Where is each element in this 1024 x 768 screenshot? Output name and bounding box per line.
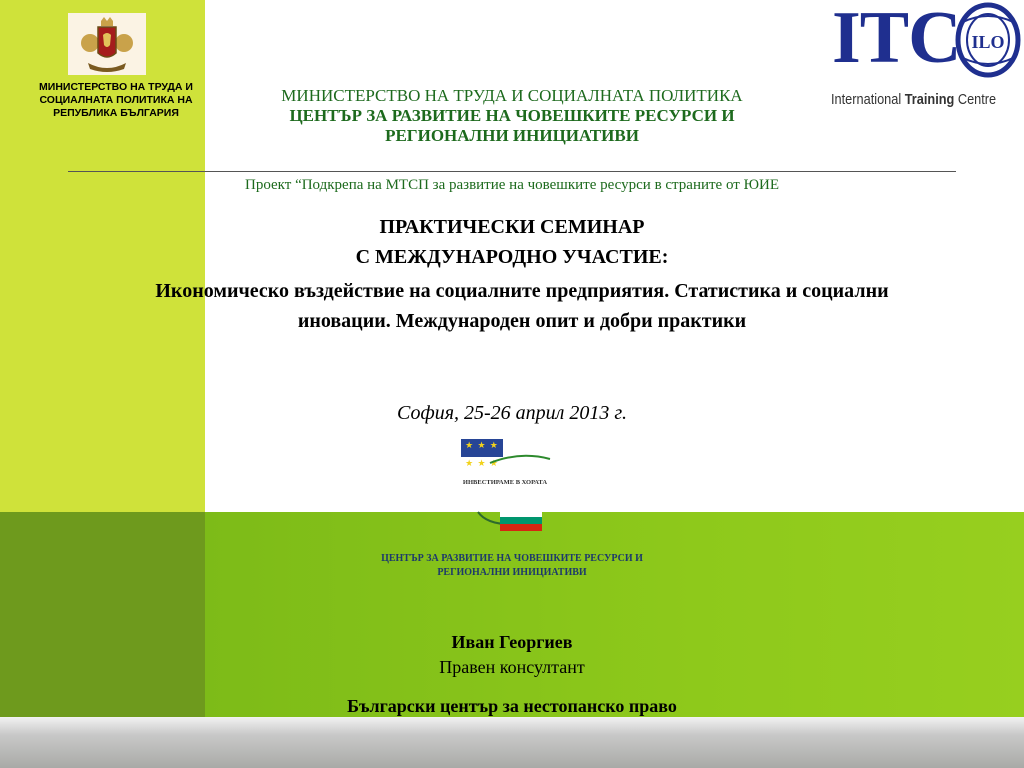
- left-color-band: [0, 0, 205, 512]
- swoosh-icon: [490, 452, 550, 464]
- seminar-topic: Икономическо въздействие на социалните предприятия. Статистика и социални иновации. Международен опит и добри практики: [155, 280, 889, 332]
- ministry-logo-caption: МИНИСТЕРСТВО НА ТРУДА И СОЦИАЛНАТА ПОЛИТИКА НА РЕПУБЛИКА БЪЛГАРИЯ: [39, 81, 193, 119]
- centre-footer-caption: ЦЕНТЪР ЗА РАЗВИТИЕ НА ЧОВЕШКИТЕ РЕСУРСИ И РЕГИОНАЛНИ ИНИЦИАТИВИ: [381, 553, 643, 578]
- ministry-title: МИНИСТЕРСТВО НА ТРУДА И СОЦИАЛНАТА ПОЛИТИКА: [281, 86, 743, 105]
- speaker-name: Иван Георгиев: [451, 632, 573, 652]
- seminar-title-line-1: ПРАКТИЧЕСКИ СЕМИНАР: [379, 216, 645, 238]
- bottom-green-band: [205, 512, 1024, 717]
- ilo-text: ILO: [971, 32, 1005, 52]
- bottom-gray-strip: [0, 717, 1024, 768]
- header-divider: [68, 171, 956, 172]
- ilo-emblem-icon: [955, 2, 1021, 78]
- bulgarian-flag-icon: [500, 510, 542, 531]
- speaker-organization: Български център за нестопанско право: [347, 696, 677, 716]
- speaker-role: Правен консултант: [439, 657, 585, 677]
- eu-stars-icon: ★ ★ ★ ★ ★ ★: [465, 440, 499, 468]
- itc-logo-subtitle: International Training Centre: [831, 91, 997, 108]
- dark-green-corner: [0, 512, 205, 717]
- seminar-date: София, 25-26 април 2013 г.: [397, 402, 627, 424]
- bulgarian-coat-of-arms-logo: [68, 13, 146, 75]
- itc-logo-word: ITC: [832, 0, 961, 79]
- seminar-title-line-2: С МЕЖДУНАРОДНО УЧАСТИЕ:: [355, 246, 669, 268]
- investing-in-people-caption: ИНВЕСТИРАМЕ В ХОРАТА: [462, 479, 548, 486]
- project-line: Проект “Подкрепа на МТСП за развитие на човешките ресурси в страните от ЮИЕ: [245, 177, 779, 193]
- centre-title: ЦЕНТЪР ЗА РАЗВИТИЕ НА ЧОВЕШКИТЕ РЕСУРСИ И РЕГИОНАЛНИ ИНИЦИАТИВИ: [289, 106, 735, 145]
